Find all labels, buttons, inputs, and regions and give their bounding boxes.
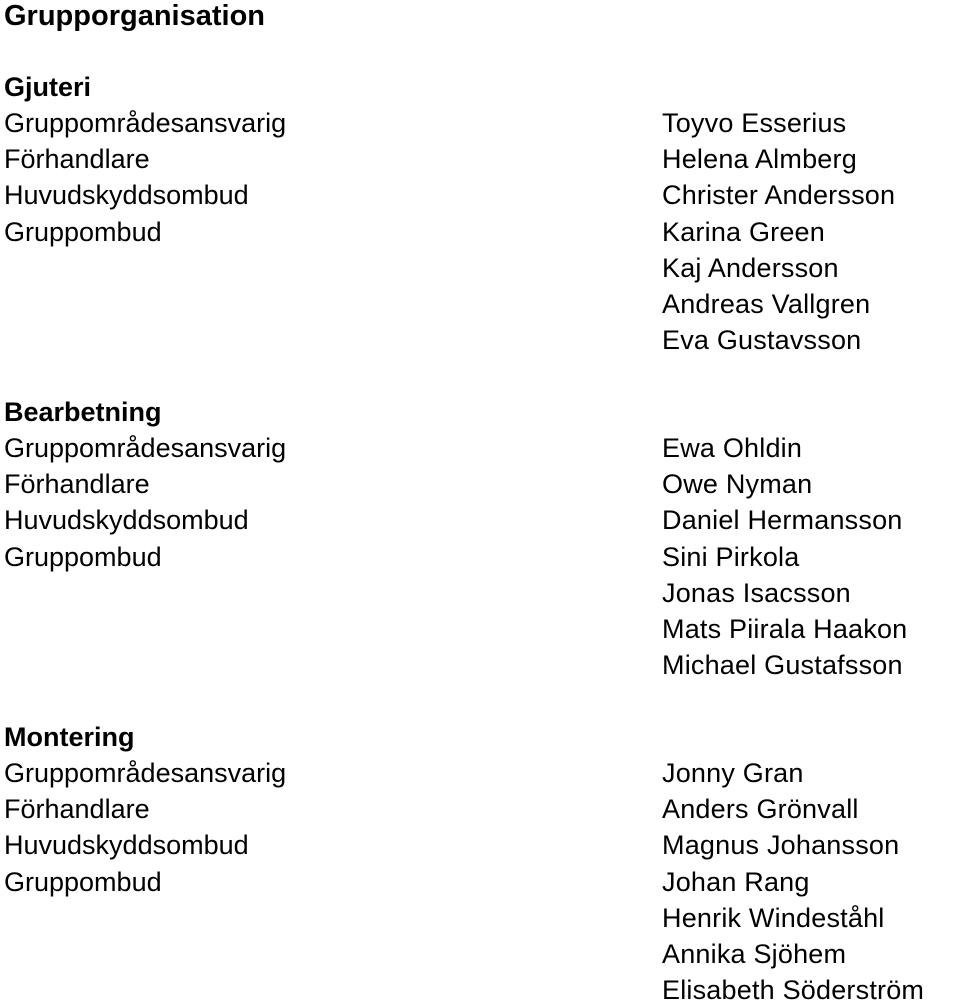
role-list [4,755,286,900]
name-list [662,430,907,683]
section-bearbetning [4,394,954,681]
person-name: Elisabeth Söderström [662,975,925,1006]
role-list [4,430,286,575]
page-title: Grupporganisation [4,0,265,32]
person-name: Kaj Andersson [662,252,839,283]
name-list [662,755,924,1008]
role-label: Gruppområdesansvarig [4,758,287,788]
person-name: Andreas Vallgren [662,288,871,319]
person-name: Owe Nyman [662,469,813,500]
person-name: Anders Grönvall [662,794,859,825]
role-label: Förhandlare [4,469,150,500]
role-label: Huvudskyddsombud [4,180,249,211]
person-name: Henrik Windeståhl [662,902,885,933]
role-label: Gruppombud [4,541,162,572]
person-name: Magnus Johansson [662,830,900,861]
section-gjuteri [4,69,954,356]
person-name: Sini Pirkola [662,541,800,572]
person-name: Helena Almberg [662,144,857,175]
person-name: Mats Piirala Haakon [662,613,908,644]
role-label: Gruppområdesansvarig [4,433,287,463]
section-heading: Montering [4,722,135,752]
role-label: Gruppombud [4,866,162,897]
role-list [4,105,286,250]
role-label: Gruppombud [4,216,162,247]
person-name: Ewa Ohldin [662,433,803,463]
name-list [662,105,895,358]
role-label: Gruppområdesansvarig [4,108,287,138]
role-label: Förhandlare [4,794,150,825]
person-name: Jonas Isacsson [662,577,851,608]
person-name: Michael Gustafsson [662,650,903,681]
person-name: Jonny Gran [662,758,804,788]
section-heading: Bearbetning [4,397,162,427]
person-name: Christer Andersson [662,180,896,211]
person-name: Johan Rang [662,866,810,897]
role-label: Huvudskyddsombud [4,505,249,536]
person-name: Toyvo Esserius [662,108,847,138]
role-label: Huvudskyddsombud [4,830,249,861]
person-name: Annika Sjöhem [662,938,847,969]
person-name: Karina Green [662,216,825,247]
section-heading: Gjuteri [4,72,92,102]
person-name: Eva Gustavsson [662,325,862,356]
role-label: Förhandlare [4,144,150,175]
person-name: Daniel Hermansson [662,505,903,536]
section-montering [4,719,954,1006]
